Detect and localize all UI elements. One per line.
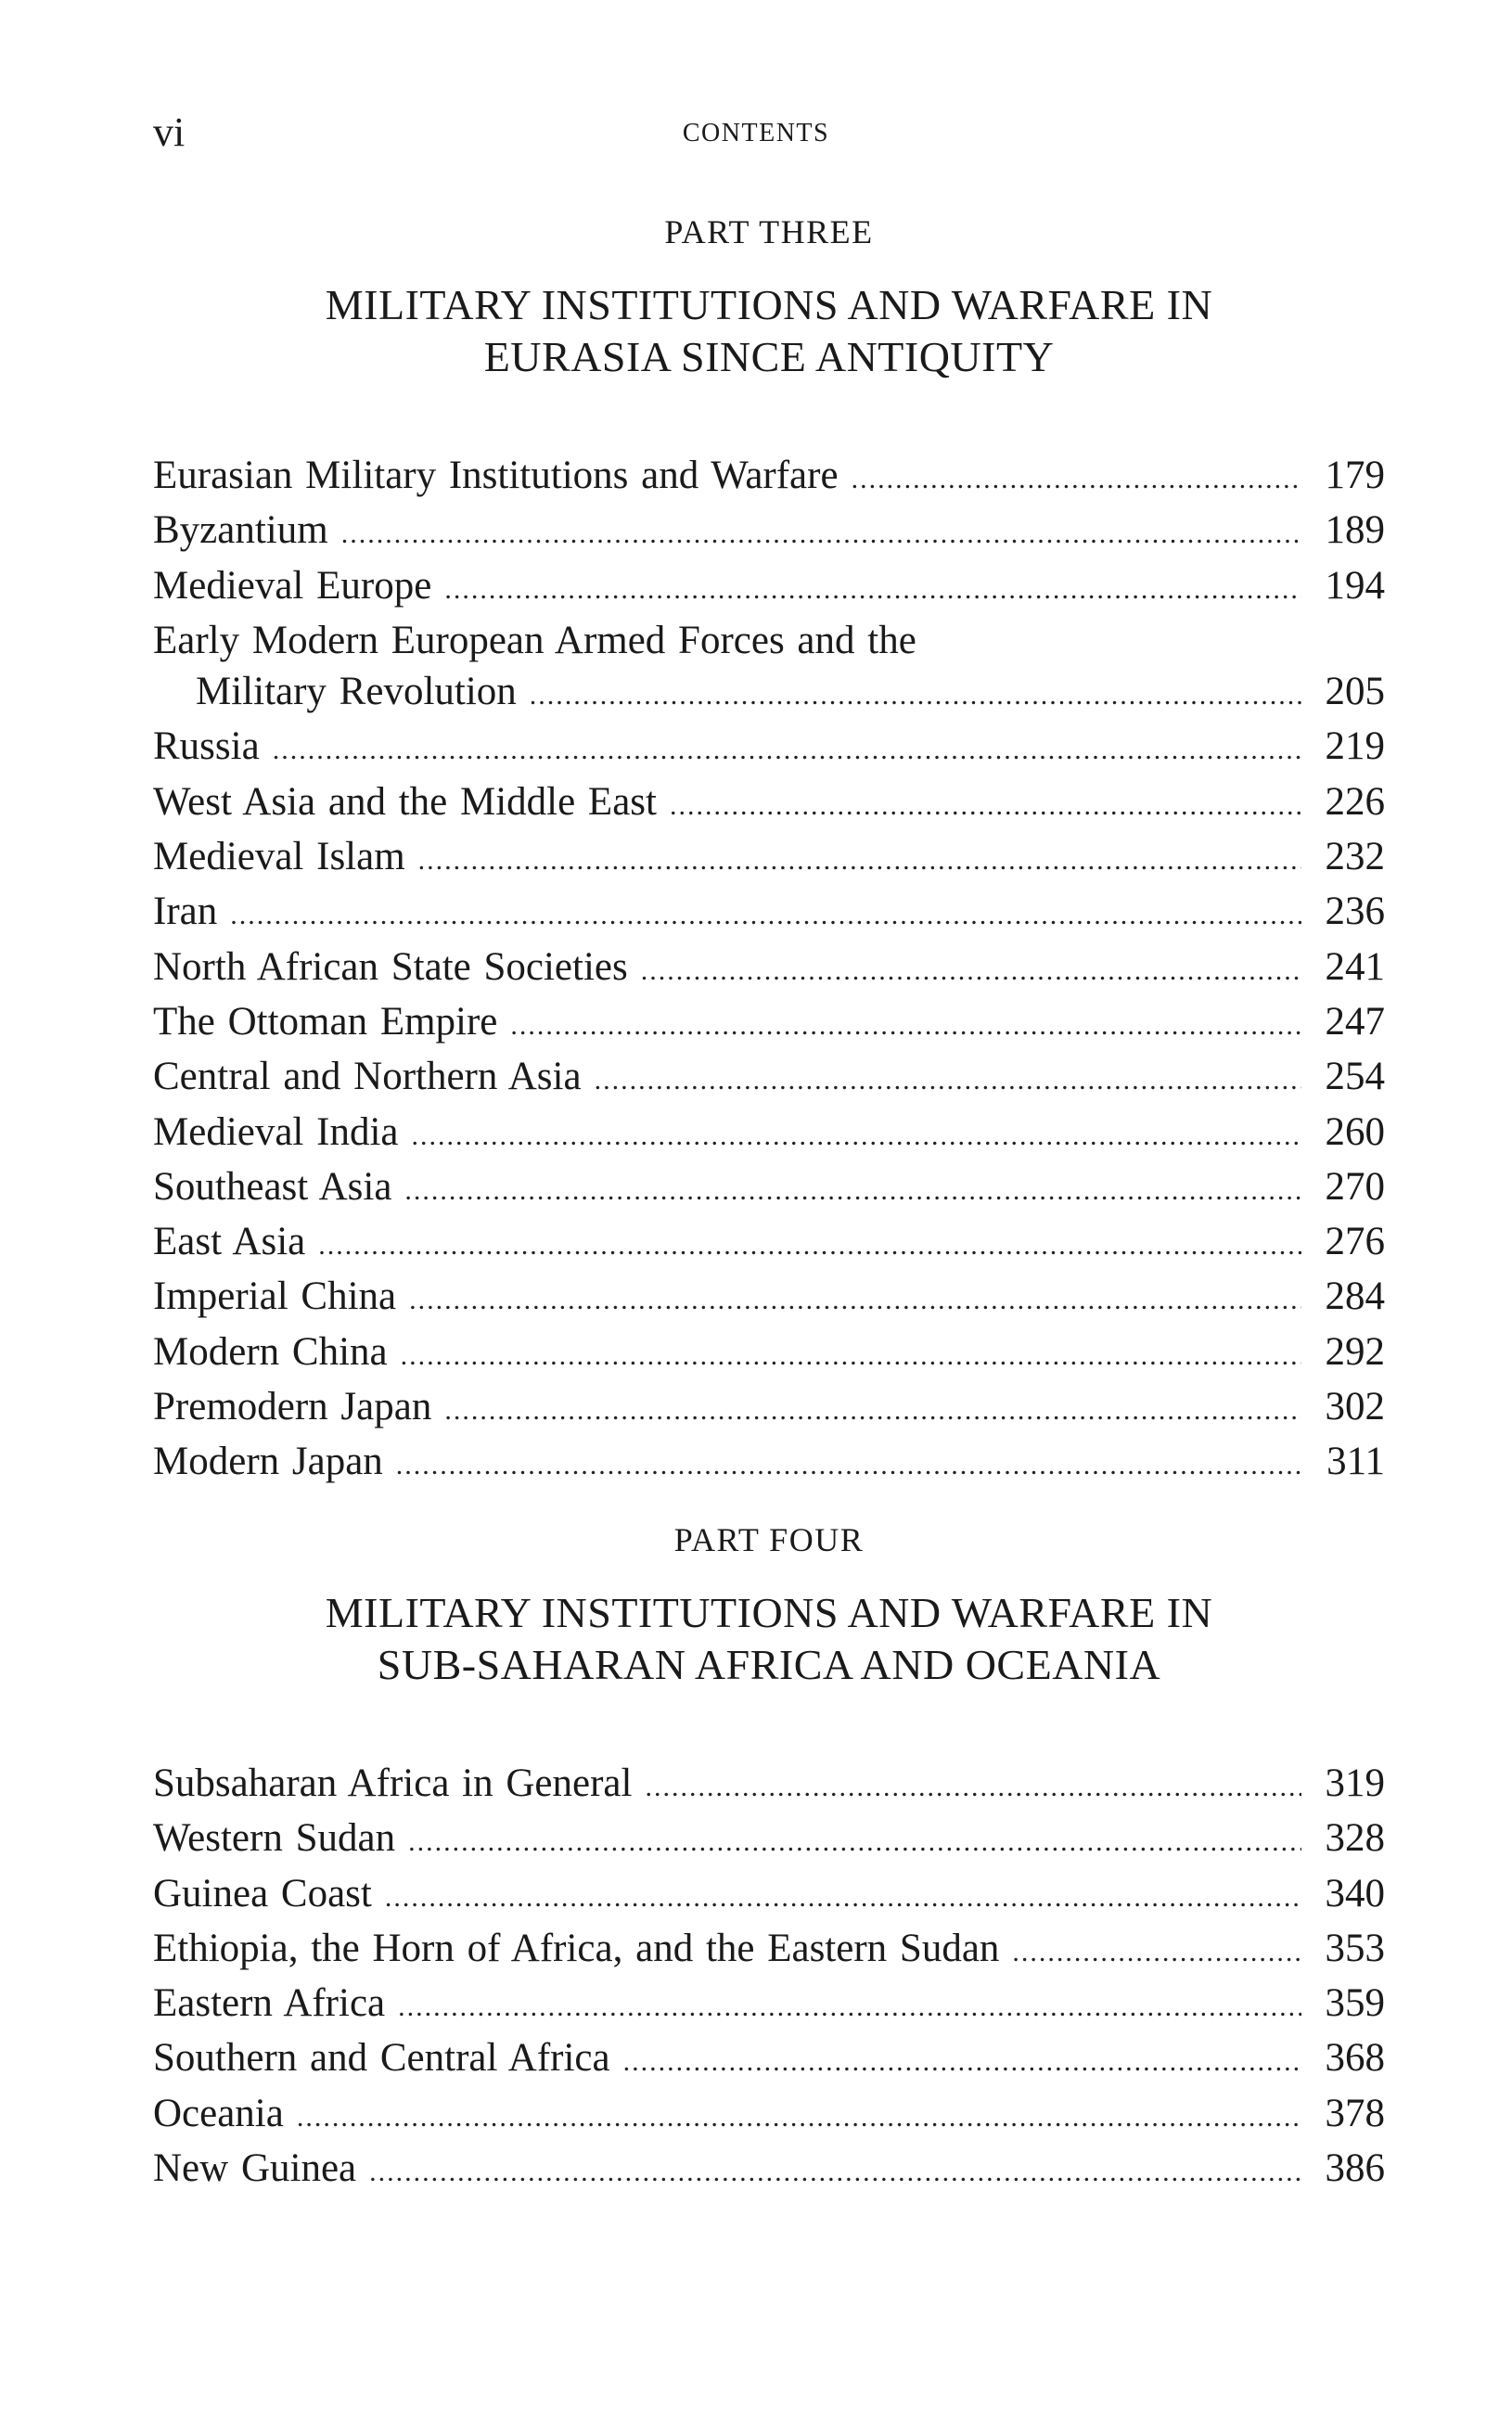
- toc-entry[interactable]: [153, 1436, 1385, 1491]
- toc-entry-title: Medieval Europe: [153, 563, 432, 608]
- running-head: [153, 109, 1359, 156]
- toc-entry-title: East Asia: [153, 1220, 306, 1264]
- toc-entry[interactable]: [153, 666, 1385, 721]
- part-title-line: EURASIA SINCE ANTIQUITY: [483, 333, 1055, 380]
- toc-entry-title: Southeast Asia: [153, 1164, 392, 1209]
- part-title: [153, 1587, 1385, 1691]
- dot-leader: [341, 508, 1301, 559]
- dot-leader: [670, 780, 1301, 831]
- toc-entry-page: 368: [1325, 2036, 1385, 2081]
- dot-leader: [623, 2036, 1301, 2087]
- part-title-line: SUB-SAHARAN AFRICA AND OCEANIA: [377, 1641, 1161, 1688]
- toc-entry[interactable]: [153, 886, 1385, 941]
- toc-entry[interactable]: [153, 1923, 1385, 1978]
- toc-entry-page: 292: [1325, 1329, 1385, 1374]
- toc-entry-page: 189: [1325, 508, 1385, 553]
- toc-entry-page: 226: [1325, 779, 1385, 824]
- toc-entry[interactable]: [153, 1216, 1385, 1271]
- toc-entry[interactable]: [153, 2088, 1385, 2143]
- toc-entry-title: Medieval India: [153, 1109, 399, 1154]
- toc-entry[interactable]: [153, 1271, 1385, 1326]
- dot-leader: [852, 454, 1301, 505]
- toc-entry-title: Premodern Japan: [153, 1385, 432, 1429]
- toc-entry-page: 386: [1325, 2146, 1385, 2191]
- toc-entry-page: 236: [1325, 890, 1385, 934]
- toc-entry-page: 302: [1325, 1385, 1385, 1429]
- dot-leader: [318, 1220, 1301, 1271]
- toc-entry-title: Western Sudan: [153, 1816, 396, 1861]
- running-title: CONTENTS: [682, 119, 830, 147]
- toc-entry[interactable]: [153, 1758, 1385, 1813]
- toc-entry[interactable]: [153, 1326, 1385, 1381]
- toc-entry[interactable]: [153, 450, 1385, 505]
- dot-leader: [297, 2092, 1301, 2143]
- dot-leader: [645, 1761, 1301, 1813]
- toc-entry[interactable]: [153, 942, 1385, 996]
- part-three-section: [153, 209, 1385, 1492]
- toc-entry[interactable]: [153, 560, 1385, 615]
- dot-leader: [396, 1440, 1301, 1491]
- dot-leader: [595, 1055, 1301, 1106]
- toc-entry[interactable]: [153, 776, 1385, 831]
- toc-entry-title: Central and Northern Asia: [153, 1055, 582, 1099]
- toc-entry[interactable]: [153, 1161, 1385, 1216]
- dot-leader: [418, 835, 1301, 886]
- toc-entry[interactable]: [153, 996, 1385, 1051]
- toc-entry-title: Medieval Islam: [153, 835, 405, 879]
- toc-entry-title: Subsaharan Africa in General: [153, 1761, 633, 1805]
- toc-entry[interactable]: [153, 2032, 1385, 2087]
- toc-entry-page: 219: [1325, 724, 1385, 769]
- dot-leader: [530, 670, 1301, 721]
- dot-leader: [273, 724, 1301, 775]
- toc-entry[interactable]: [153, 1978, 1385, 2032]
- toc-entry-title: Modern Japan: [153, 1440, 383, 1484]
- page-number: vi: [153, 109, 186, 155]
- dot-leader: [369, 2146, 1301, 2197]
- toc-entry-title: Ethiopia, the Horn of Africa, and the Eastern Sudan: [153, 1926, 1000, 1970]
- toc-entry-title: Iran: [153, 890, 218, 934]
- toc-entry[interactable]: [153, 615, 1385, 666]
- toc-entry-page: 378: [1325, 2091, 1385, 2135]
- toc-list: [153, 1758, 1385, 2197]
- toc-entry-page: 254: [1325, 1055, 1385, 1099]
- dot-leader: [409, 1275, 1301, 1326]
- toc-entry-page: 194: [1325, 563, 1385, 608]
- toc-entry-title: Eurasian Military Institutions and Warfare: [153, 454, 839, 497]
- dot-leader: [444, 564, 1301, 615]
- dot-leader: [444, 1385, 1301, 1436]
- dot-leader: [404, 1165, 1301, 1216]
- toc-entry-title: Guinea Coast: [153, 1871, 372, 1915]
- toc-entry[interactable]: [153, 505, 1385, 559]
- toc-entry-title: Modern China: [153, 1329, 388, 1374]
- toc-list: [153, 450, 1385, 1492]
- dot-leader: [230, 890, 1301, 941]
- dot-leader: [641, 945, 1301, 996]
- toc-entry[interactable]: [153, 1051, 1385, 1106]
- toc-entry[interactable]: [153, 1107, 1385, 1161]
- toc-entry-title: The Ottoman Empire: [153, 999, 498, 1044]
- toc-entry-page: 311: [1326, 1440, 1385, 1484]
- dot-leader: [398, 1981, 1301, 2032]
- toc-entry-page: 241: [1325, 944, 1385, 989]
- part-title-line: MILITARY INSTITUTIONS AND WARFARE IN: [325, 1589, 1213, 1636]
- toc-entry[interactable]: [153, 831, 1385, 886]
- part-label: PART FOUR: [673, 1521, 865, 1558]
- toc-entry[interactable]: [153, 1381, 1385, 1436]
- part-label: PART THREE: [664, 213, 874, 250]
- toc-entry-page: 359: [1325, 1981, 1385, 2026]
- toc-entry-title: New Guinea: [153, 2146, 357, 2191]
- toc-entry-title: Military Revolution: [196, 670, 517, 714]
- toc-entry-title: North African State Societies: [153, 944, 628, 989]
- dot-leader: [385, 1872, 1301, 1923]
- toc-entry-page: 276: [1325, 1220, 1385, 1264]
- toc-entry-title: Early Modern European Armed Forces and the: [153, 618, 916, 662]
- toc-entry-page: 232: [1325, 835, 1385, 879]
- toc-entry-page: 205: [1325, 670, 1385, 714]
- toc-entry-title: Russia: [153, 724, 260, 769]
- part-four-section: [153, 1517, 1385, 2197]
- toc-entry-title: Byzantium: [153, 508, 328, 553]
- toc-entry-page: 247: [1325, 999, 1385, 1044]
- dot-leader: [408, 1816, 1301, 1867]
- toc-entry-title: Southern and Central Africa: [153, 2036, 610, 2081]
- toc-entry-title: Oceania: [153, 2091, 284, 2135]
- toc-entry-page: 319: [1325, 1761, 1385, 1805]
- toc-entry[interactable]: [153, 2143, 1385, 2197]
- part-title-line: MILITARY INSTITUTIONS AND WARFARE IN: [325, 281, 1213, 328]
- toc-entry[interactable]: [153, 1868, 1385, 1923]
- part-title: [153, 279, 1385, 383]
- toc-entry-title: West Asia and the Middle East: [153, 779, 657, 824]
- toc-entry-page: 179: [1325, 454, 1385, 497]
- dot-leader: [401, 1330, 1301, 1381]
- toc-entry-page: 270: [1325, 1164, 1385, 1209]
- toc-entry-title: Eastern Africa: [153, 1981, 386, 2026]
- toc-entry-title: Imperial China: [153, 1275, 397, 1319]
- toc-entry[interactable]: [153, 721, 1385, 775]
- toc-entry-page: 284: [1325, 1275, 1385, 1319]
- toc-entry-page: 328: [1325, 1816, 1385, 1861]
- toc-entry-page: 340: [1325, 1871, 1385, 1915]
- toc-entry[interactable]: [153, 1813, 1385, 1867]
- dot-leader: [510, 1000, 1301, 1051]
- dot-leader: [1012, 1927, 1301, 1978]
- dot-leader: [412, 1110, 1302, 1161]
- toc-entry-page: 353: [1325, 1926, 1385, 1970]
- toc-entry-page: 260: [1325, 1109, 1385, 1154]
